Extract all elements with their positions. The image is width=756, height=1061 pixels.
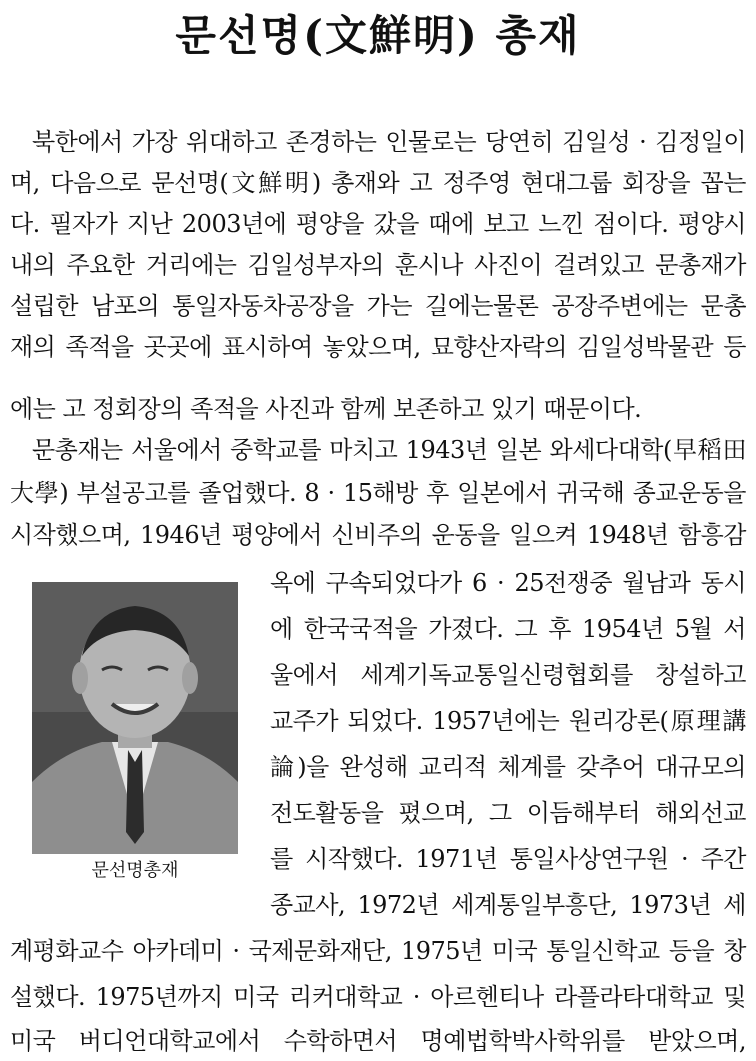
body-line-3: 다. 필자가 지난 2003년에 평양을 갔을 때에 보고 느낀 점이다. 평양시 [10,210,746,238]
body-line-19: 계평화교수 아카데미 · 국제문화재단, 1975년 미국 통일신학교 등을 창 [10,937,746,965]
body-line-13: 울에서 세계기독교통일신령협회를 창설하고 [270,661,746,689]
photo-caption: 문선명총재 [91,860,179,881]
body-line-21: 미국 버디언대학교에서 수학하면서 명예법학박사학위를 받았으며, [10,1027,746,1055]
body-line-14: 교주가 되었다. 1957년에는 원리강론(原理講 [270,707,746,735]
body-line-18: 종교사, 1972년 세계통일부흥단, 1973년 세 [270,891,746,919]
body-line-6: 재의 족적을 곳곳에 표시하여 놓았으며, 묘향산자락의 김일성박물관 등 [10,333,746,361]
body-line-9: 大學) 부설공고를 졸업했다. 8 · 15해방 후 일본에서 귀국해 종교운동을 [10,479,746,507]
portrait-illustration [32,582,238,854]
portrait-photo [32,582,238,854]
body-line-20: 설했다. 1975년까지 미국 리커대학교 · 아르헨티나 라플라타대학교 및 [10,983,746,1011]
body-line-8: 문총재는 서울에서 중학교를 마치고 1943년 일본 와세다대학(早稻田 [32,436,746,464]
article-title: 문선명(文鮮明) 총재 [175,11,581,60]
body-line-16: 전도활동을 폈으며, 그 이듬해부터 해외선교 [270,799,746,827]
body-line-7: 에는 고 정회장의 족적을 사진과 함께 보존하고 있기 때문이다. [10,395,642,423]
body-line-5: 설립한 남포의 통일자동차공장을 가는 길에는물론 공장주변에는 문총 [10,292,746,320]
body-line-15: 論)을 완성해 교리적 체계를 갖추어 대규모의 [270,753,746,781]
body-line-11: 옥에 구속되었다가 6 · 25전쟁중 월남과 동시 [270,569,746,597]
body-line-17: 를 시작했다. 1971년 통일사상연구원 · 주간 [270,845,746,873]
body-line-10: 시작했으며, 1946년 평양에서 신비주의 운동을 일으켜 1948년 함흥감 [10,521,746,549]
body-line-12: 에 한국국적을 가졌다. 그 후 1954년 5월 서 [270,615,746,643]
body-line-4: 내의 주요한 거리에는 김일성부자의 훈시나 사진이 걸려있고 문총재가 [10,251,746,279]
body-line-1: 북한에서 가장 위대하고 존경하는 인물로는 당연히 김일성 · 김정일이 [32,128,746,156]
body-line-2: 며, 다음으로 문선명(文鮮明) 총재와 고 정주영 현대그룹 회장을 꼽는 [10,169,746,197]
